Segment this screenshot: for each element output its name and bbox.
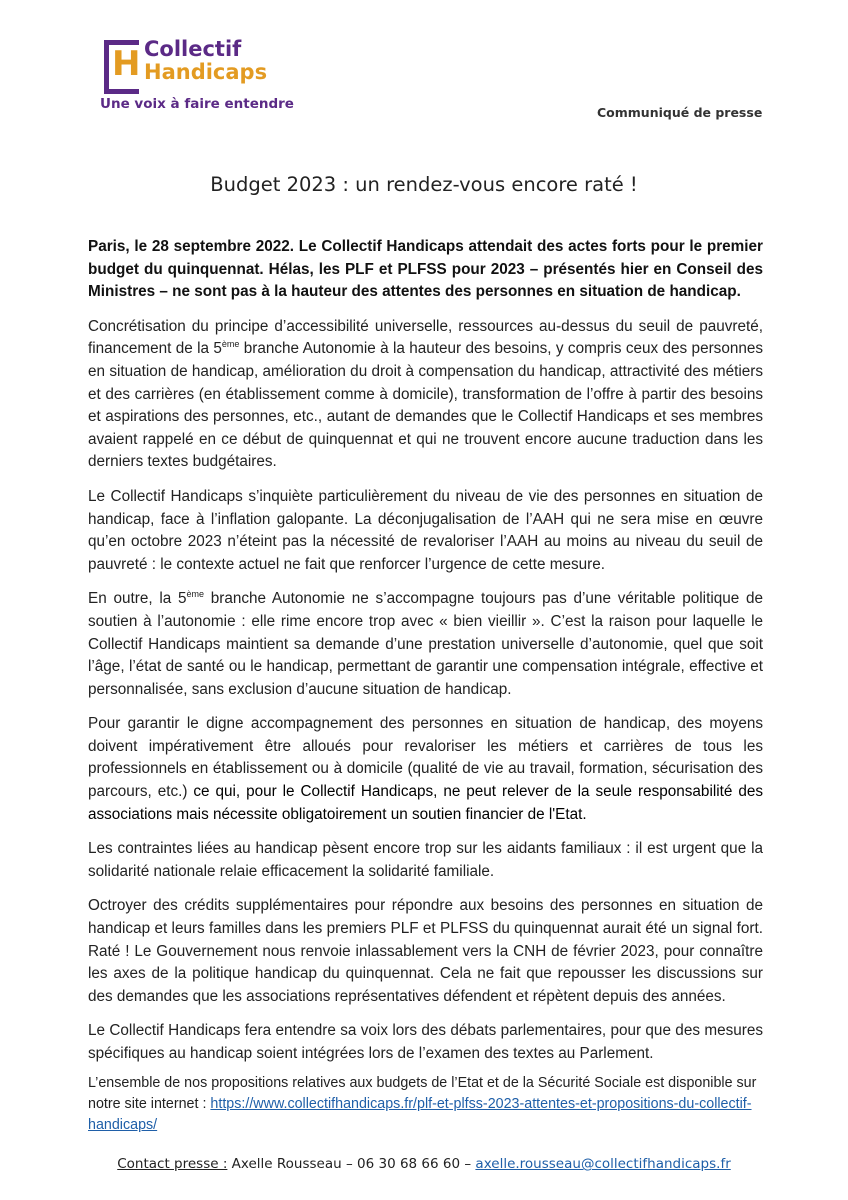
paragraph-4 xyxy=(88,713,763,826)
paragraph-3 xyxy=(88,588,763,701)
contact-text: Axelle Rousseau – 06 30 68 66 60 – xyxy=(227,1156,476,1172)
text: Pour garantir le digne accompagnement des personnes en situation de handicap, des moyens doivent impérativement être alloués pour revaloriser les métiers et carrières de tous les professionnels en établissement ou à domicile (qualité de vie au travail, formation, sécurisation des parcours, etc.) xyxy=(88,715,763,801)
footer-text: L’ensemble de nos propositions relatives aux budgets de l’Etat et de la Sécurité Sociale est disponible sur notre site internet : xyxy=(88,1075,757,1112)
paragraph-1 xyxy=(88,316,763,474)
paragraph-2: Le Collectif Handicaps s’inquiète particulièrement du niveau de vie des personnes en situation de handicap, face à l’inflation galopante. La déconjugalisation de l’AAH qui ne sera mise en œuvre qu’en octobre 2023 n’éteint pas la nécessité de revaloriser l’AAH au moins au niveau du seuil de pauvreté : le contexte actuel ne fait que renforcer l’urgence de cette mesure. xyxy=(88,487,763,573)
logo-letter: H xyxy=(112,44,141,84)
document-type: Communiqué de presse xyxy=(597,105,763,120)
contact-email-link[interactable]: axelle.rousseau@collectifhandicaps.fr xyxy=(475,1156,731,1172)
text: Concrétisation du principe d’accessibilité universelle, ressources au-dessus du seuil de pauvreté, financement de la 5 xyxy=(88,317,763,358)
logo-line2: Handicaps xyxy=(144,60,268,84)
document-title: Budget 2023 : un rendez-vous encore raté ! xyxy=(210,173,638,196)
text: branche Autonomie ne s’accompagne toujours pas d’une véritable politique de soutien à l’autonomie : elle rime encore trop avec « bien vieillir ». C’est la raison pour laquelle le Collectif Handicaps maintient sa demande d’une prestation universelle d’autonomie, quel que soit l’âge, l’état de santé ou le handicap, permettant de garantir une compensation intégrale, effective et personnalisée, sans exclusion d’aucune situation de handicap. xyxy=(88,590,763,698)
press-contact xyxy=(0,1156,848,1172)
logo-line1: Collectif xyxy=(144,37,242,61)
text: branche Autonomie à la hauteur des besoins, y compris ceux des personnes en situation de handicap, amélioration du droit à compensation du handicap, attractivité des métiers et des carrières (en établissement comme à domicile), transformation de l’offre à partir des besoins et aspirations des personnes, etc., autant de demandes que le Collectif Handicaps et ses membres avaient rappelé en ce début de quinquennat et qui ne trouvent encore aucune traduction dans les derniers textes budgétaires. xyxy=(88,340,763,471)
footer-note xyxy=(88,1073,768,1136)
document-body xyxy=(88,236,763,1078)
text: ce qui, pour le Collectif Handicaps, ne peut relever de la seule responsabilité des associations mais nécessite obligatoirement un soutien financier de l'Etat. xyxy=(88,783,763,823)
superscript: ème xyxy=(186,589,204,600)
paragraph-5: Les contraintes liées au handicap pèsent encore trop sur les aidants familiaux : il est urgent que la solidarité nationale relaie efficacement la solidarité familiale. xyxy=(88,840,763,880)
lead-paragraph: Paris, le 28 septembre 2022. Le Collectif Handicaps attendait des actes forts pour le premier budget du quinquennat. Hélas, les PLF et PLFSS pour 2023 – présentés hier en Conseil des Ministres – ne sont pas à la hauteur des attentes des personnes en situation de handicap. xyxy=(88,238,763,301)
contact-label: Contact presse : xyxy=(117,1156,228,1172)
text: En outre, la 5 xyxy=(88,590,187,608)
logo-tagline: Une voix à faire entendre xyxy=(100,96,294,112)
collectif-handicaps-logo xyxy=(100,37,294,118)
website-link[interactable]: https://www.collectifhandicaps.fr/plf-et-plfss-2023-attentes-et-propositions-du-collectif-handicaps/ xyxy=(88,1096,752,1133)
superscript: ème xyxy=(221,339,240,350)
paragraph-6: Octroyer des crédits supplémentaires pour répondre aux besoins des personnes en situation de handicap et leurs familles dans les premiers PLF et PLFSS du quinquennat aurait été un signal fort. Raté ! Le Gouvernement nous renvoie inlassablement vers la CNH de février 2023, pour connaître les axes de la politique handicap du quinquennat. Cela ne fait que repousser les discussions sur des demandes que les associations représentatives défendent et répètent depuis des années. xyxy=(88,897,763,1005)
paragraph-7: Le Collectif Handicaps fera entendre sa voix lors des débats parlementaires, pour que des mesures spécifiques au handicap soient intégrées lors de l’examen des textes au Parlement. xyxy=(88,1022,763,1062)
